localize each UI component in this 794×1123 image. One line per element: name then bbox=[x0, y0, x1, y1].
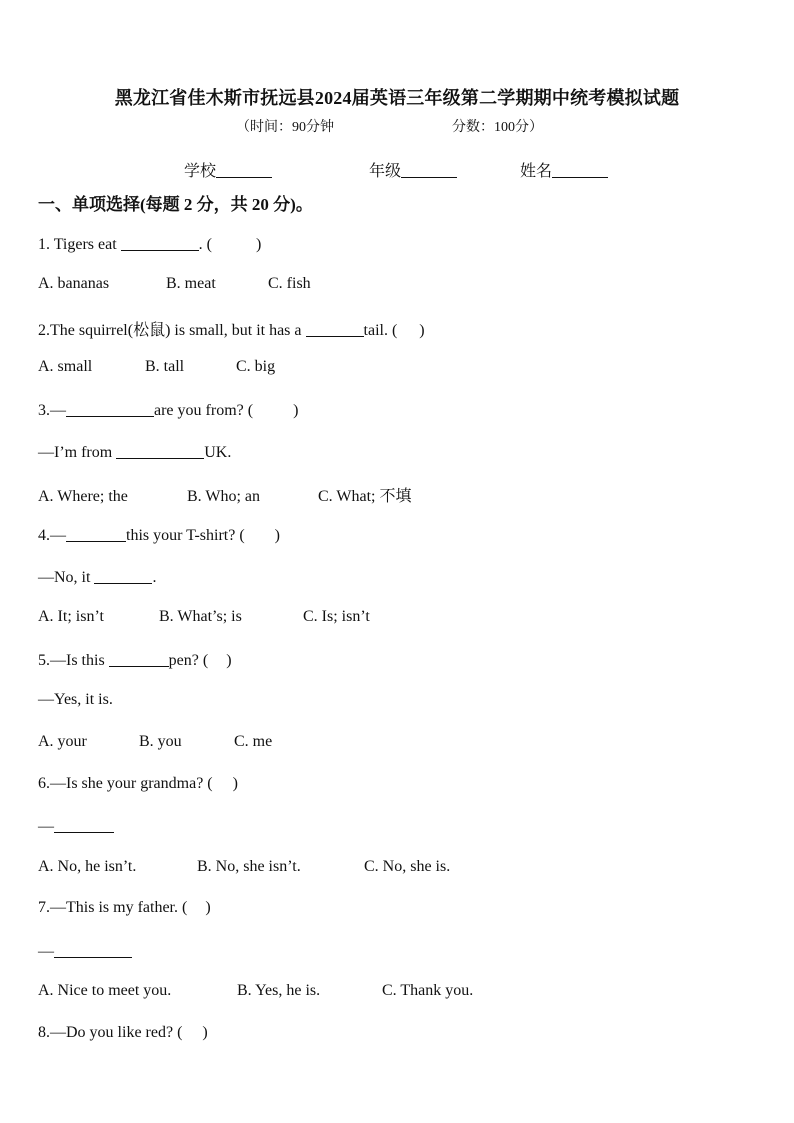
q4-option-c[interactable]: C. Is; isn’t bbox=[303, 608, 370, 625]
q4-stem-end: this your T-shirt? ( bbox=[126, 527, 245, 544]
q6-paren-close: ) bbox=[232, 775, 238, 792]
q6-reply-dash: — bbox=[38, 818, 54, 835]
q4-option-a[interactable]: A. It; isn’t bbox=[38, 608, 104, 625]
grade-label: 年级 bbox=[369, 163, 402, 180]
q6-options bbox=[38, 858, 450, 876]
q4-reply-text: —No, it bbox=[38, 569, 95, 586]
question-4 bbox=[38, 525, 280, 545]
q4-blank-1[interactable] bbox=[66, 525, 126, 542]
q7-paren-close: ) bbox=[205, 899, 211, 916]
q2-stem-end: tail. ( bbox=[363, 322, 398, 339]
q5-reply: —Yes, it is. bbox=[38, 691, 113, 708]
q2-option-c[interactable]: C. big bbox=[236, 358, 276, 375]
q3-option-c[interactable]: C. What; 不填 bbox=[318, 488, 412, 505]
q6-reply bbox=[38, 816, 114, 836]
name-field[interactable] bbox=[520, 158, 608, 181]
q7-reply-dash: — bbox=[38, 943, 54, 960]
q7-option-c[interactable]: C. Thank you. bbox=[382, 982, 474, 999]
q8-paren-close: ) bbox=[202, 1024, 208, 1041]
q3-stem-end: are you from? ( bbox=[154, 402, 254, 419]
q1-stem-end: . ( bbox=[198, 236, 212, 253]
q7-options bbox=[38, 982, 473, 1000]
q4-options bbox=[38, 608, 370, 626]
q7-option-b[interactable]: B. Yes, he is. bbox=[237, 982, 321, 999]
q7-stem: 7.—This is my father. ( bbox=[38, 899, 188, 916]
q4-reply bbox=[38, 567, 156, 587]
q4-option-b[interactable]: B. What’s; is bbox=[159, 608, 242, 625]
q3-option-a[interactable]: A. Where; the bbox=[38, 488, 128, 505]
q2-blank[interactable] bbox=[306, 320, 364, 337]
q5-stem: 5.—Is this bbox=[38, 652, 109, 669]
q3-option-b[interactable]: B. Who; an bbox=[187, 488, 261, 505]
q4-paren-close: ) bbox=[274, 527, 280, 544]
q1-blank[interactable] bbox=[121, 234, 199, 251]
school-field[interactable] bbox=[184, 158, 272, 181]
q5-paren-close: ) bbox=[226, 652, 232, 669]
q2-paren-close: ) bbox=[419, 322, 425, 339]
question-3 bbox=[38, 400, 298, 420]
q7-reply bbox=[38, 941, 132, 961]
score-info: 分数：100分） bbox=[452, 120, 543, 135]
q3-reply-text: —I’m from bbox=[38, 444, 117, 461]
q6-option-c[interactable]: C. No, she is. bbox=[364, 858, 451, 875]
q5-option-a[interactable]: A. your bbox=[38, 733, 87, 750]
school-label: 学校 bbox=[184, 163, 217, 180]
q6-option-b[interactable]: B. No, she isn’t. bbox=[197, 858, 301, 875]
time-info: （时间：90分钟 bbox=[236, 120, 334, 135]
name-label: 姓名 bbox=[520, 163, 553, 180]
q1-options bbox=[38, 275, 311, 293]
q4-reply-end: . bbox=[152, 569, 157, 586]
q1-paren-close: ) bbox=[256, 236, 262, 253]
exam-title: 黑龙江省佳木斯市抚远县2024届英语三年级第二学期期中统考模拟试题 bbox=[114, 88, 680, 108]
q2-option-a[interactable]: A. small bbox=[38, 358, 93, 375]
q5-option-b[interactable]: B. you bbox=[139, 733, 182, 750]
school-blank[interactable] bbox=[216, 161, 272, 178]
q6-stem: 6.—Is she your grandma? ( bbox=[38, 775, 213, 792]
grade-blank[interactable] bbox=[401, 161, 457, 178]
q1-option-a[interactable]: A. bananas bbox=[38, 275, 110, 292]
q2-options bbox=[38, 358, 275, 376]
q5-blank[interactable] bbox=[109, 650, 169, 667]
section-heading: 一、单项选择(每题 2 分，共 20 分)。 bbox=[38, 195, 313, 214]
q6-blank[interactable] bbox=[54, 816, 114, 833]
q1-option-b[interactable]: B. meat bbox=[166, 275, 216, 292]
q3-paren-close: ) bbox=[293, 402, 299, 419]
q3-reply-end: UK. bbox=[204, 444, 232, 461]
q8-stem: 8.—Do you like red? ( bbox=[38, 1024, 183, 1041]
q2-stem: 2.The squirrel(松鼠) is small, but it has a bbox=[38, 322, 306, 339]
q2-option-b[interactable]: B. tall bbox=[145, 358, 185, 375]
question-1 bbox=[38, 234, 261, 254]
exam-subtitle bbox=[236, 116, 543, 136]
q3-stem: 3.— bbox=[38, 402, 66, 419]
q3-reply bbox=[38, 442, 231, 462]
question-7 bbox=[38, 899, 211, 917]
q4-stem: 4.— bbox=[38, 527, 66, 544]
q6-option-a[interactable]: A. No, he isn’t. bbox=[38, 858, 137, 875]
question-8 bbox=[38, 1024, 208, 1042]
q7-option-a[interactable]: A. Nice to meet you. bbox=[38, 982, 172, 999]
q5-options bbox=[38, 733, 272, 751]
q3-blank-1[interactable] bbox=[66, 400, 154, 417]
q5-option-c[interactable]: C. me bbox=[234, 733, 273, 750]
question-2 bbox=[38, 317, 425, 340]
q3-options bbox=[38, 483, 411, 506]
question-6 bbox=[38, 775, 238, 793]
q1-option-c[interactable]: C. fish bbox=[268, 275, 311, 292]
question-5 bbox=[38, 650, 232, 670]
q3-blank-2[interactable] bbox=[116, 442, 204, 459]
name-blank[interactable] bbox=[552, 161, 608, 178]
grade-field[interactable] bbox=[369, 158, 457, 181]
q7-blank[interactable] bbox=[54, 941, 132, 958]
q1-stem: 1. Tigers eat bbox=[38, 236, 121, 253]
q4-blank-2[interactable] bbox=[94, 567, 152, 584]
q5-stem-end: pen? ( bbox=[168, 652, 209, 669]
